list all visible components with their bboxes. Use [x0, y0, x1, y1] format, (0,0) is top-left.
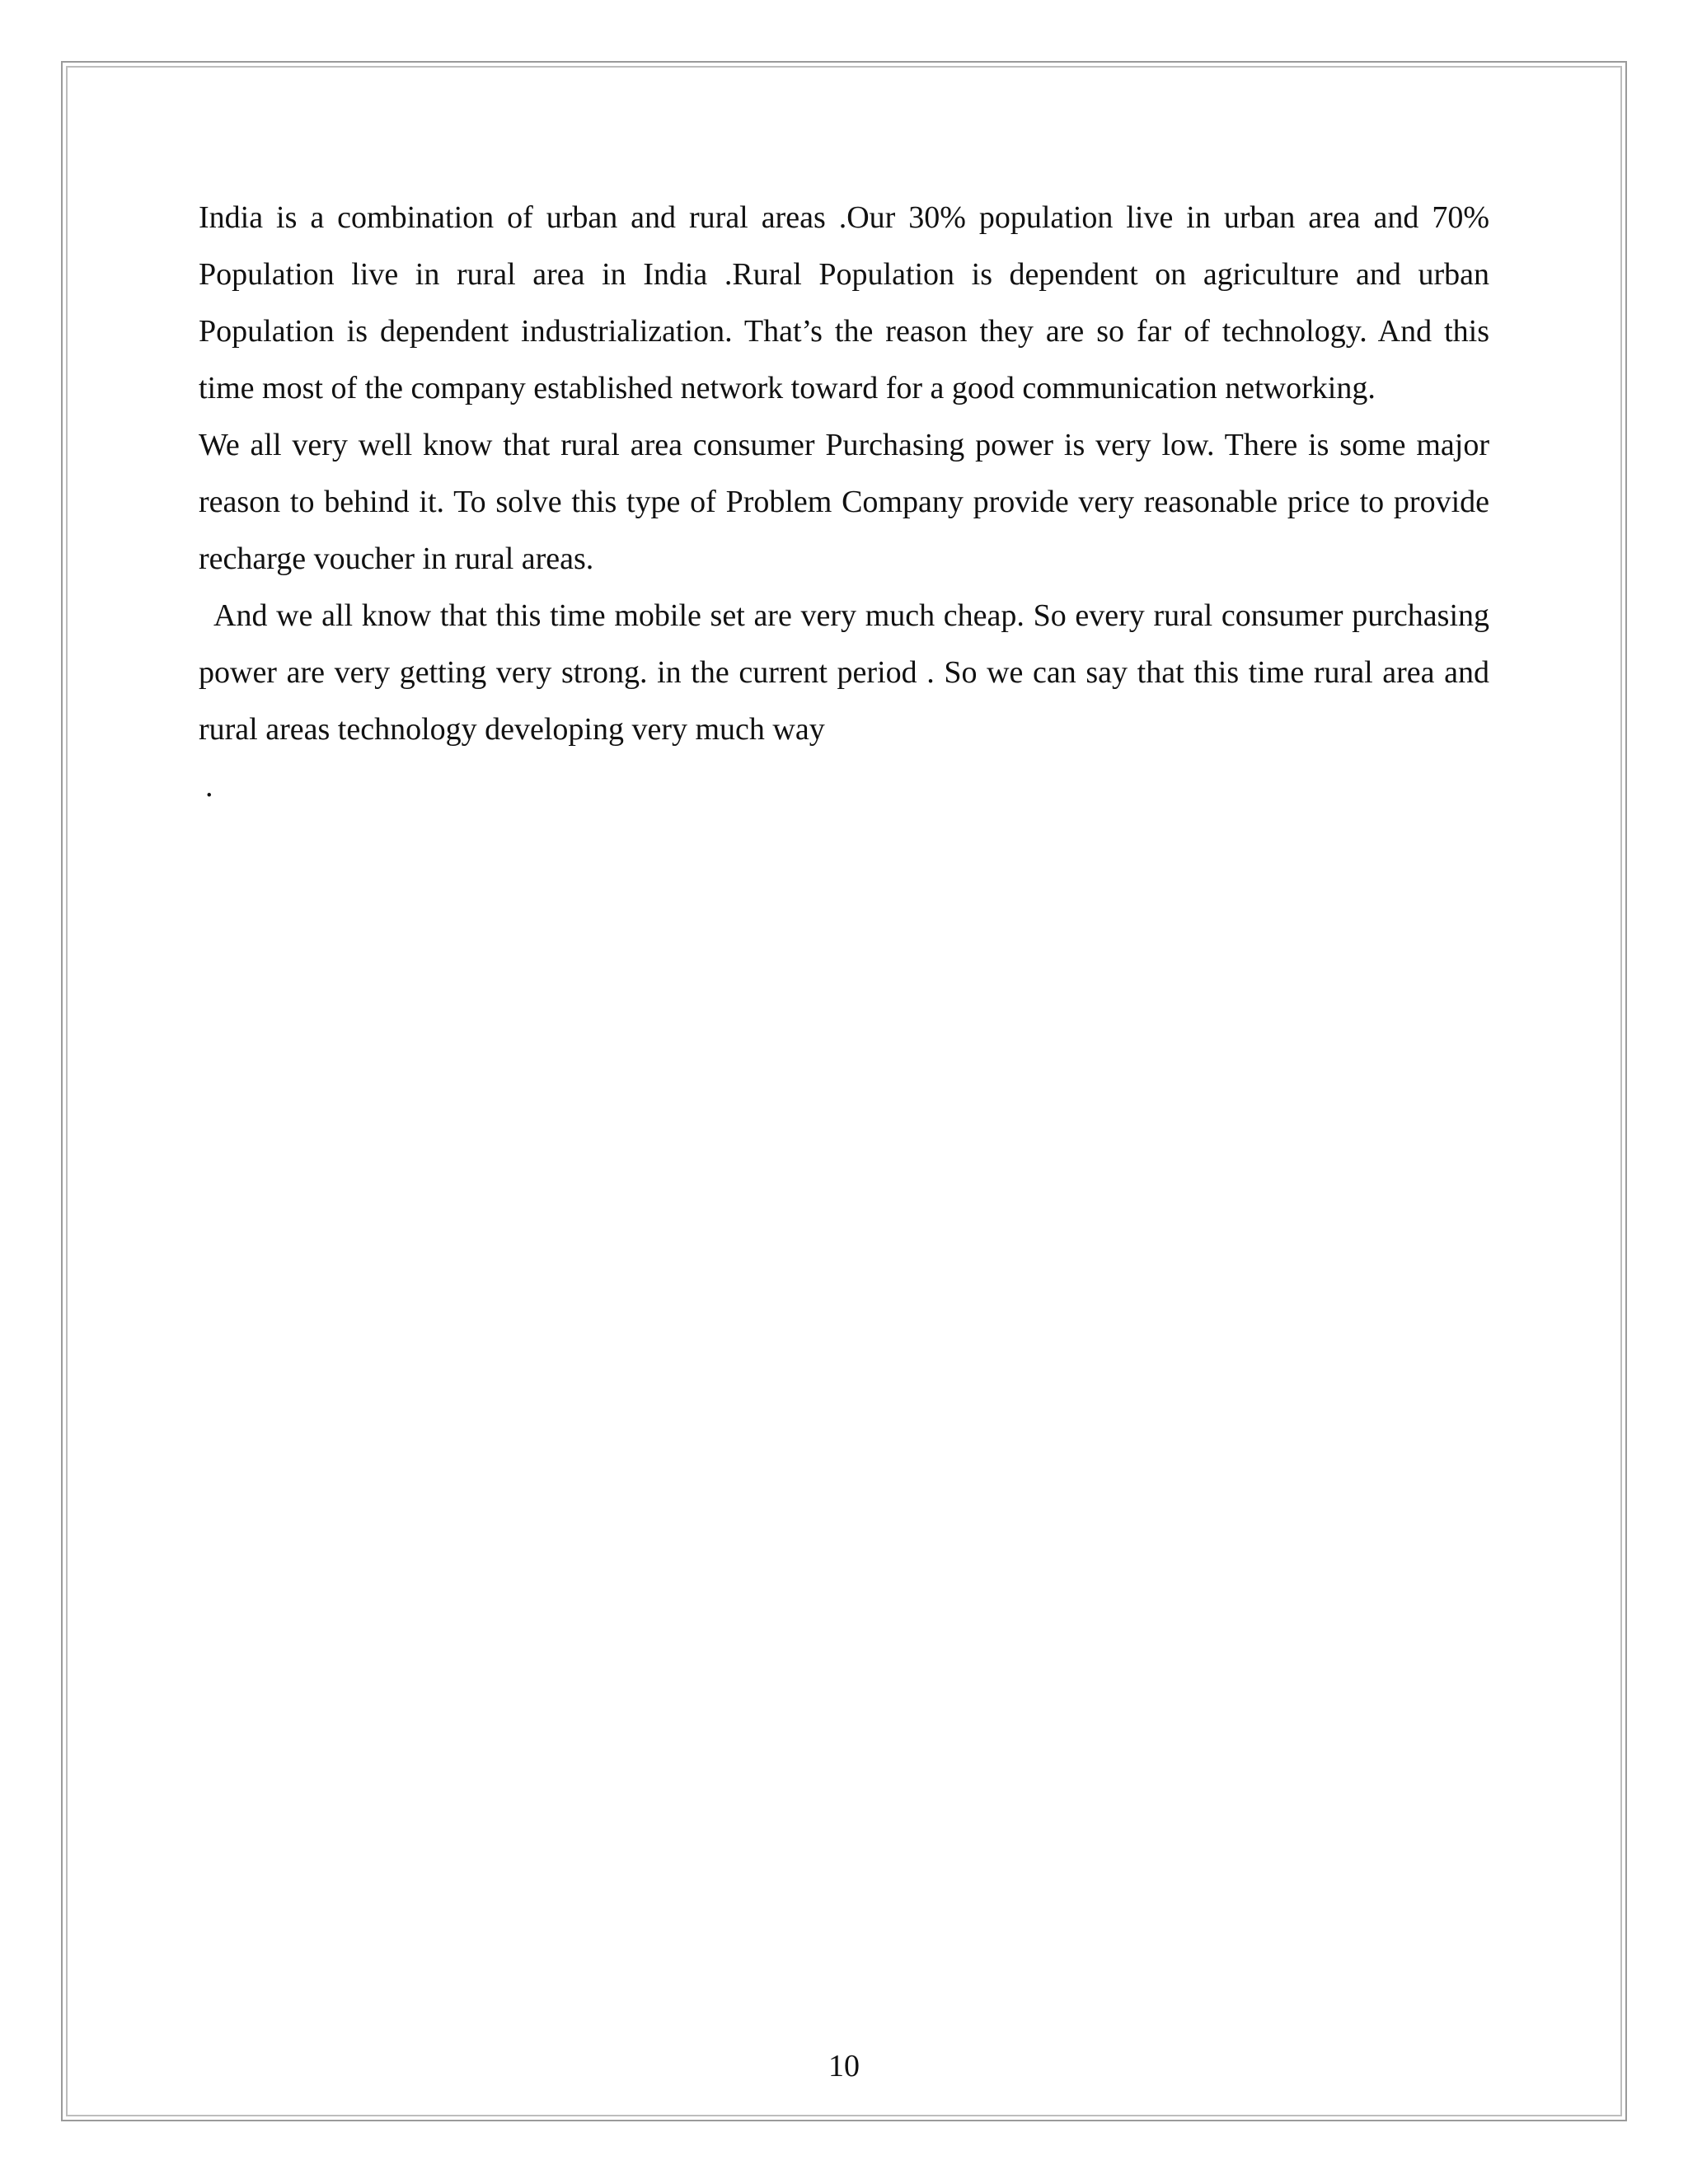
paragraph-2: We all very well know that rural area consumer Purchasing power is very low. There is some major reason to behind it. To solve this type of Problem Company provide very reasonable price to provide recharge voucher in rural areas.: [199, 428, 1489, 576]
page-body: [199, 190, 1489, 815]
trailing-mark: .: [205, 769, 213, 804]
page-number: 10: [828, 2049, 860, 2083]
paragraph-1: India is a combination of urban and rural areas .Our 30% population live in urban area and 70% Population live in rural area in India .Rural Population is dependent on agriculture and urban Population is dependent industrialization. That’s the reason they are so far of technology. And this time most of the company established network toward for a good communication networking.: [199, 200, 1489, 405]
paragraph-3: And we all know that this time mobile set are very much cheap. So every rural consumer purchasing power are very getting very strong. in the current period . So we can say that this time rural area and rural areas technology developing very much way: [199, 598, 1489, 747]
